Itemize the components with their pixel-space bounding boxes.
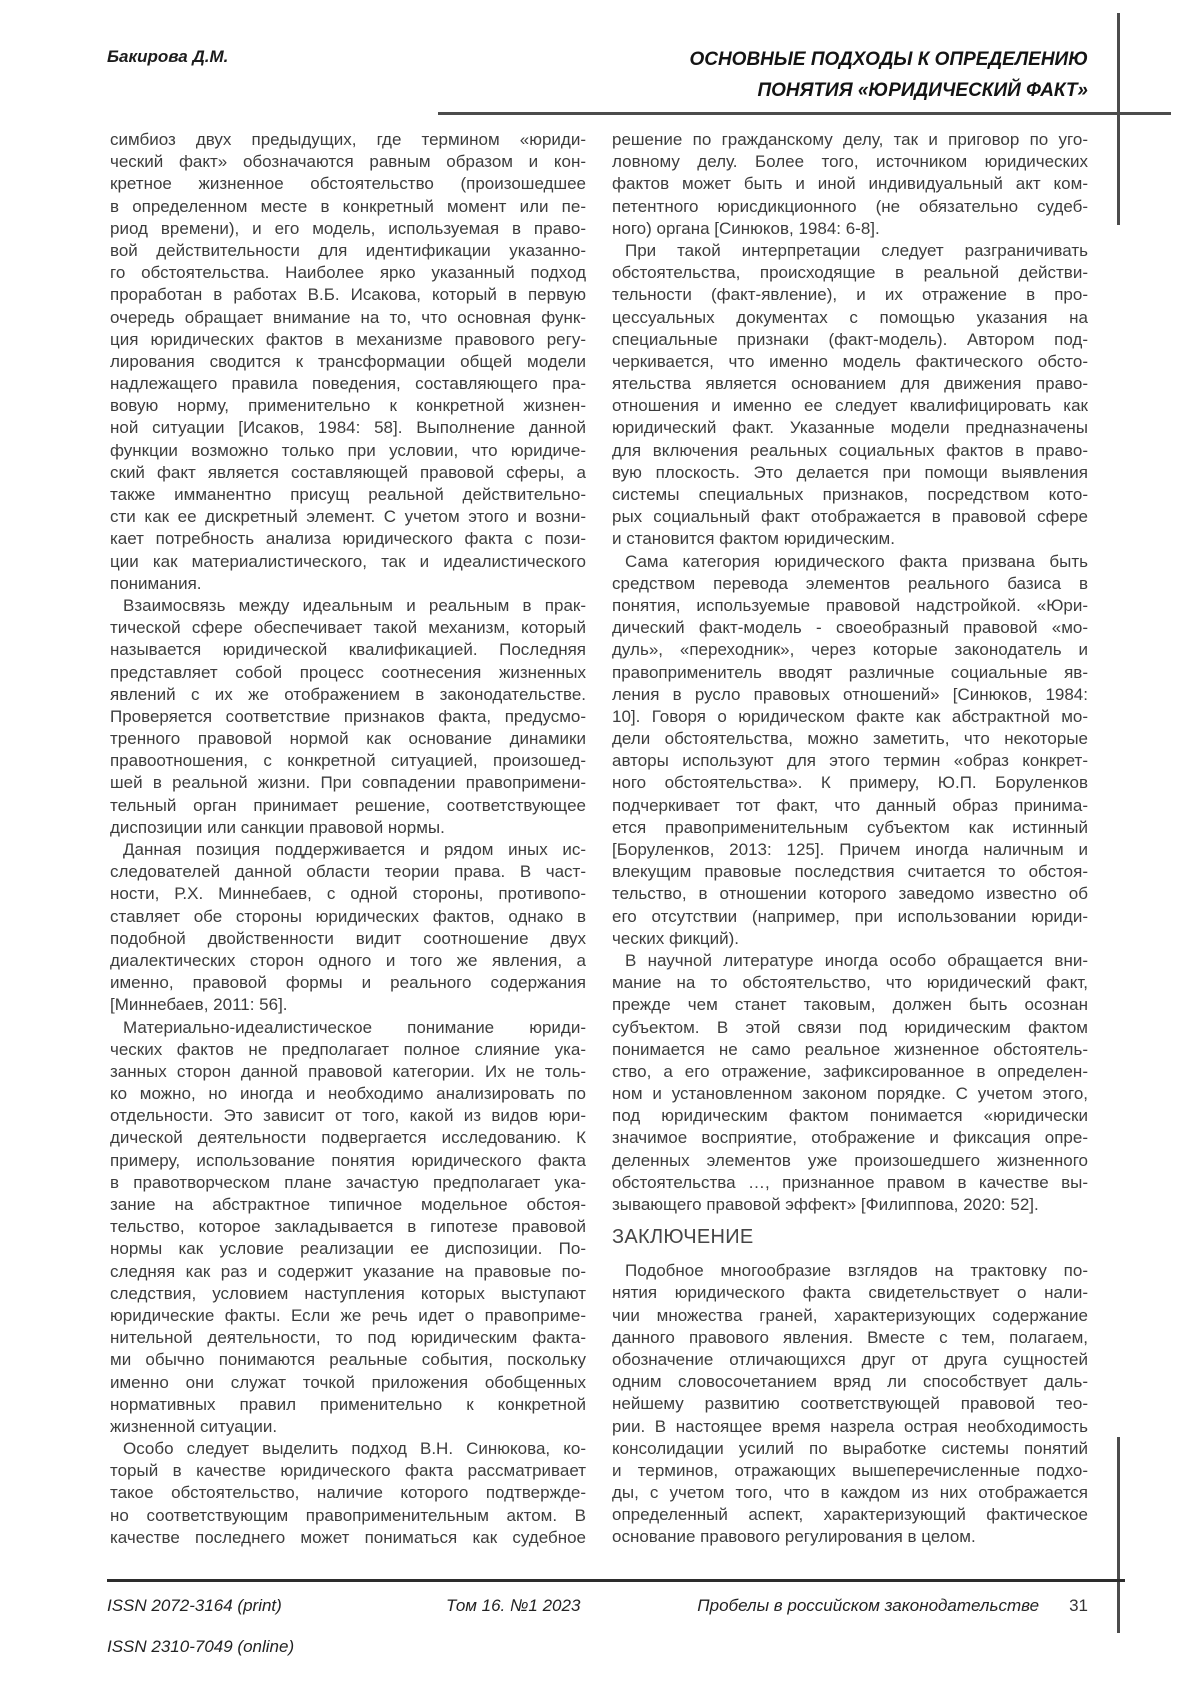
paragraph xyxy=(612,1260,1088,1548)
text-line: авторы используют для этого термин «образ конкрет- xyxy=(612,751,1088,771)
text-line: проработан в работах В.Б. Исакова, который в первую xyxy=(110,285,586,305)
text-line: под юридическим фактом понимается «юридически xyxy=(612,1106,1088,1126)
paragraph xyxy=(110,595,586,839)
text-line: нормы как условие реализации ее диспозиции. По- xyxy=(110,1239,586,1259)
text-line: примеру, использование понятия юридического факта xyxy=(110,1150,586,1170)
text-line: решение по гражданскому делу, так и приговор по уго- xyxy=(612,130,1088,149)
text-line: ский факт является составляющей правовой сферы, а xyxy=(110,462,586,482)
text-line: понимания. xyxy=(110,573,202,593)
article-title-line-2: ПОНЯТИЯ «ЮРИДИЧЕСКИЙ ФАКТ» xyxy=(757,80,1088,101)
text-line: в правотворческом плане зачастую предполагает ука- xyxy=(110,1172,586,1192)
text-line: ного обстоятельства». К примеру, Ю.П. Боруленков xyxy=(612,773,1088,793)
text-line: называется юридической квалификацией. Последняя xyxy=(110,640,586,660)
text-line: рых социальный факт отображается в правовой сфере xyxy=(612,507,1088,527)
text-line: ческий факт» обозначаются равным образом и кон- xyxy=(110,152,586,172)
margin-change-bar-bottom xyxy=(1117,1437,1120,1633)
text-line: средством перевода элементов реального базиса в xyxy=(612,573,1088,593)
text-line: значимое восприятие, отображение и фиксация опре- xyxy=(612,1128,1088,1148)
text-line: в определенном месте в конкретный момент или пе- xyxy=(110,196,586,216)
text-line: Сама категория юридического факта призвана быть xyxy=(625,551,1088,571)
paragraph xyxy=(110,839,586,1017)
text-line: ческих фикций). xyxy=(612,928,740,948)
article-title xyxy=(400,44,1088,106)
text-line: торый в качестве юридического факта рассматривает xyxy=(110,1461,586,1481)
text-line: для включения реальных социальных фактов в право- xyxy=(612,440,1088,460)
text-line: и становится фактом юридическим. xyxy=(612,529,895,549)
text-line: черкивается, что именно модель фактического обсто- xyxy=(612,351,1088,371)
paragraph xyxy=(110,1017,586,1439)
text-line: го обстоятельства. Наиболее ярко указанный подход xyxy=(110,263,586,283)
text-line: определенный аспект, характеризующий фактическое xyxy=(612,1505,1088,1525)
text-line: кретное жизненное обстоятельство (произошедшее xyxy=(110,174,586,194)
text-line: правоотношения, с конкретной ситуацией, произошед- xyxy=(110,751,586,771)
header-rule xyxy=(438,112,1171,115)
text-line: функции возможно только при условии, что юридиче- xyxy=(110,440,586,460)
text-line: ной ситуации [Исаков, 1984: 58]. Выполнение данной xyxy=(110,418,586,438)
paragraph xyxy=(612,240,1088,551)
text-line: надлежащего правила поведения, составляющего пра- xyxy=(110,374,586,394)
text-line: рии. В настоящее время назрела острая необходимость xyxy=(612,1416,1088,1436)
issn-print: ISSN 2072-3164 (print) xyxy=(107,1596,282,1615)
text-line: тельный орган принимает решение, соответствующее xyxy=(110,795,586,815)
text-line: ды, с учетом того, что в каждом из них отображается xyxy=(612,1483,1088,1503)
text-line: влекущим правовые последствия считается то обстоя- xyxy=(612,862,1088,882)
text-line: цессуальных документах с помощью указания на xyxy=(612,307,1088,327)
text-line: Материально-идеалистическое понимание юриди- xyxy=(123,1017,586,1037)
text-line: именно, правовой формы и реального содержания xyxy=(110,973,586,993)
text-line: отношения и именно ее следует квалифицировать как xyxy=(612,396,1088,416)
text-line: ном и установленном законом порядке. С учетом этого, xyxy=(612,1084,1088,1104)
text-line: сти как ее дискретный элемент. С учетом этого и возни- xyxy=(110,507,586,527)
text-line: дуль», «переходник», через которые законодатель и xyxy=(612,640,1088,660)
text-line: ности, Р.Х. Миннебаев, с одной стороны, противопо- xyxy=(110,884,586,904)
text-line: Подобное многообразие взглядов на трактовку по- xyxy=(625,1261,1088,1281)
text-line: дели обстоятельства, можно заметить, что некоторые xyxy=(612,729,1088,749)
text-line: Проверяется соответствие признаков факта, предусмо- xyxy=(110,706,586,726)
text-line: диспозиции или санкции правовой нормы. xyxy=(110,817,445,837)
text-line: Взаимосвязь между идеальным и реальным в прак- xyxy=(123,595,586,615)
text-line: ство, а его отражение, зафиксированное в определен- xyxy=(612,1061,1088,1081)
text-line: зывающего правовой эффект» [Филиппова, 2020: 52]. xyxy=(612,1195,1039,1214)
author-name: Бакирова Д.М. xyxy=(107,47,229,66)
text-line: следняя как раз и содержит указание на правовые по- xyxy=(110,1261,586,1281)
journal-name: Пробелы в российском законодательстве xyxy=(697,1596,1040,1615)
text-line: системы специальных признаков, посредством кото- xyxy=(612,485,1088,504)
text-line: дической деятельности подвергается исследованию. К xyxy=(110,1128,586,1148)
text-line: Данная позиция поддерживается и рядом иных ис- xyxy=(123,840,586,859)
text-line: В научной литературе иногда особо обращается вни- xyxy=(625,950,1088,970)
text-line: деленных элементов уже произошедшего жизненного xyxy=(612,1150,1088,1170)
text-line: вой действительности для идентификации указанно- xyxy=(110,240,586,260)
text-line: риод времени), и его модель, используемая в право- xyxy=(110,218,586,238)
text-line: ция юридических фактов в механизме правового регу- xyxy=(110,329,586,349)
text-line: но соответствующим правоприменительным актом. В xyxy=(110,1505,586,1525)
paragraph xyxy=(110,1438,586,1549)
text-line: подобной двойственности видит соотношение двух xyxy=(110,928,586,948)
text-line: чии множества граней, характеризующих содержание xyxy=(612,1305,1088,1325)
text-line: качестве последнего может пониматься как судебное xyxy=(110,1527,586,1547)
text-line: жизненной ситуации. xyxy=(110,1416,278,1436)
text-line: шей в реальной жизни. При совпадении правопримени- xyxy=(110,773,586,793)
text-line: занных сторон данной правовой категории. Их не толь- xyxy=(110,1061,586,1081)
text-line: консолидации усилий по выработке системы понятий xyxy=(612,1438,1088,1458)
text-line: Особо следует выделить подход В.Н. Синюкова, ко- xyxy=(123,1439,586,1459)
text-line: вую плоскость. Это делается при помощи выявления xyxy=(612,462,1088,482)
text-line: очередь обращает внимание на то, что основная функ- xyxy=(110,307,586,327)
text-line: нормативных правил применительно к конкретной xyxy=(110,1394,586,1414)
text-line: правоприменитель вводят различные социальные яв- xyxy=(612,662,1088,682)
text-line: фактов может быть и иной индивидуальный акт ком- xyxy=(612,174,1088,194)
text-line: ции как материалистического, так и идеалистического xyxy=(110,551,586,571)
text-line: тельности (факт-явление), и их отражение в про- xyxy=(612,285,1088,305)
text-line: именно они служат точкой приложения обобщенных xyxy=(110,1372,586,1392)
text-line: мание на то обстоятельство, что юридический факт, xyxy=(612,973,1088,993)
text-line: диалектических сторон одного и того же явления, а xyxy=(110,950,586,970)
text-line: симбиоз двух предыдущих, где термином «юриди- xyxy=(110,130,586,149)
text-line: ления в русло правовых отношений» [Синюков, 1984: xyxy=(612,684,1088,704)
text-line: нительной деятельности, то под юридическим факта- xyxy=(110,1328,586,1348)
text-line: его отсутствии (например, при использовании юриди- xyxy=(612,906,1088,926)
paragraph xyxy=(612,551,1088,950)
text-line: понятия, используемые правовой надстройкой. «Юри- xyxy=(612,595,1088,615)
text-line: обстоятельства …, признанное правом в качестве вы- xyxy=(612,1172,1088,1192)
text-line: тренного правовой нормой как основание динамики xyxy=(110,729,586,749)
text-line: обозначение отличающихся друг от друга сущностей xyxy=(612,1349,1088,1369)
text-line: специальные признаки (факт-модель). Автором под- xyxy=(612,329,1088,349)
text-line: явлений с их же отображением в законодательстве. xyxy=(110,684,586,704)
text-line: ловному делу. Более того, источником юридических xyxy=(612,152,1088,172)
right-text-column xyxy=(612,129,1088,1549)
text-line: следователей данной области теории права. В част- xyxy=(110,862,586,882)
footer-rule xyxy=(107,1579,1125,1582)
text-line: понимается не само реальное жизненное обстоятель- xyxy=(612,1039,1088,1059)
journal-footer-group xyxy=(613,1596,1088,1616)
text-line: основание правового регулирования в целом. xyxy=(612,1527,976,1547)
text-line: дический факт-модель - своеобразный правовой «мо- xyxy=(612,618,1088,638)
text-line: подчеркивает тот факт, что данный образ принима- xyxy=(612,795,1088,815)
text-line: нейшему развитию соответствующей правовой тео- xyxy=(612,1394,1088,1414)
text-line: кает потребность анализа юридического факта с пози- xyxy=(110,529,586,549)
volume-issue: Том 16. №1 2023 xyxy=(446,1596,581,1615)
text-line: петентного юрисдикционного (не обязательно судеб- xyxy=(612,196,1088,216)
text-line: лирования сводится к трансформации общей модели xyxy=(110,351,586,371)
issn-online: ISSN 2310-7049 (online) xyxy=(107,1637,295,1656)
text-line: При такой интерпретации следует разграничивать xyxy=(625,240,1088,260)
text-line: юридический факт. Указанные модели предназначены xyxy=(612,418,1088,438)
text-line: следствия, условием наступления которых выступают xyxy=(110,1283,586,1303)
text-line: ятельства является основанием для движения право- xyxy=(612,374,1088,394)
text-line: также имманентно присущ реальной действительно- xyxy=(110,485,586,504)
text-line: тельство, в отношении которого заведомо известно об xyxy=(612,884,1088,904)
text-line: ческих фактов не предполагает полное слияние ука- xyxy=(110,1039,586,1059)
left-text-column xyxy=(110,129,586,1549)
page-number: 31 xyxy=(1069,1596,1088,1615)
text-line: отдельности. Это зависит от того, какой из видов юри- xyxy=(110,1106,586,1126)
margin-change-bar-top xyxy=(1117,13,1120,225)
section-heading: ЗАКЛЮЧЕНИЕ xyxy=(612,1226,754,1249)
text-line: тической сфере обеспечивает такой механизм, который xyxy=(110,618,586,638)
text-line: обстоятельства, происходящие в реальной действи- xyxy=(612,263,1088,283)
text-line: такое обстоятельство, наличие которого подтвержде- xyxy=(110,1483,586,1503)
text-line: данного правового явления. Вместе с тем, полагаем, xyxy=(612,1327,1088,1347)
text-line: прежде чем станет таковым, должен быть осознан xyxy=(612,995,1088,1015)
text-line: ного) органа [Синюков, 1984: 6-8]. xyxy=(612,218,880,238)
text-line: нятия юридического факта свидетельствует о нали- xyxy=(612,1283,1088,1303)
text-line: [Миннебаев, 2011: 56]. xyxy=(110,995,288,1015)
text-line: [Боруленков, 2013: 125]. Причем иногда наличным и xyxy=(612,840,1088,859)
text-line: субъектом. В этой связи под юридическим фактом xyxy=(612,1017,1088,1037)
text-line: юридические факты. Если же речь идет о правоприме- xyxy=(110,1305,586,1325)
text-line: зание на абстрактное типичное модельное обстоя- xyxy=(110,1195,586,1214)
text-line: ставляет обе стороны юридических фактов, однако в xyxy=(110,906,586,926)
text-line: ко можно, но иногда и необходимо анализировать по xyxy=(110,1084,586,1104)
text-line: ется правоприменительным субъектом как истинный xyxy=(612,817,1088,837)
text-line: одним словосочетанием вряд ли способствует даль- xyxy=(612,1372,1088,1392)
text-line: 10]. Говоря о юридическом факте как абстрактной мо- xyxy=(612,706,1088,726)
article-title-line-1: ОСНОВНЫЕ ПОДХОДЫ К ОПРЕДЕЛЕНИЮ xyxy=(689,49,1088,70)
paragraph xyxy=(612,950,1088,1216)
text-line: тельство, которое закладывается в гипотезе правовой xyxy=(110,1217,586,1237)
paragraph xyxy=(110,129,586,595)
text-line: вовую норму, применительно к конкретной жизнен- xyxy=(110,396,586,416)
text-line: представляет собой процесс соотнесения жизненных xyxy=(110,662,586,682)
text-line: и терминов, отражающих вышеперечисленные подхо- xyxy=(612,1460,1088,1480)
text-line: ми обычно понимаются реальные события, поскольку xyxy=(110,1350,586,1370)
paragraph xyxy=(612,129,1088,240)
